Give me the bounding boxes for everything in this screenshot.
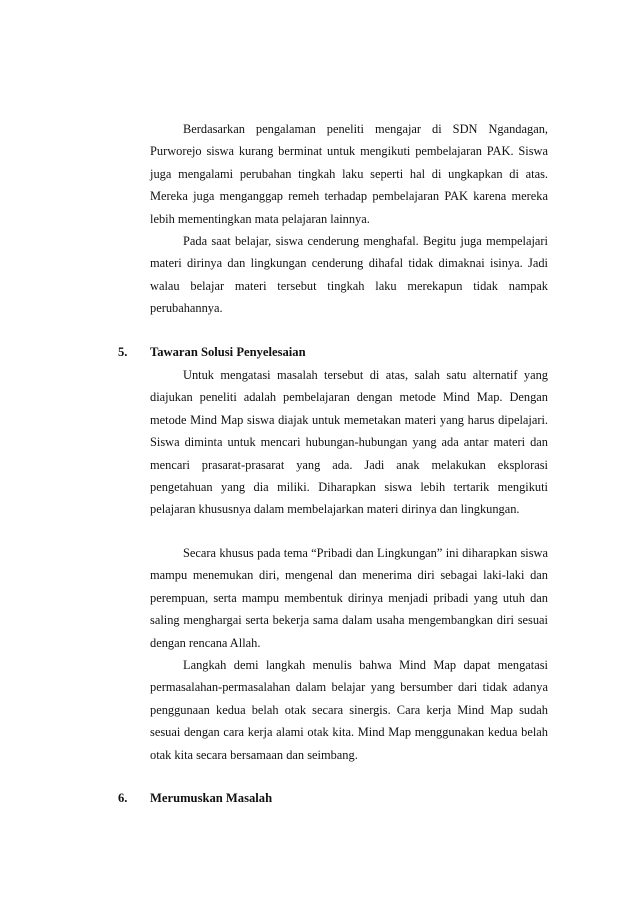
section-heading-5 (118, 341, 306, 363)
paragraph-solution: Untuk mengatasi masalah tersebut di atas, salah satu alternatif yang diajukan peneliti adalah pembelajaran dengan metode Mind Map. Dengan metode Mind Map siswa diajak untuk memetakan materi yang harus dipelajari. Siswa diminta untuk mencari hubungan-hubungan yang ada antar materi dan mencari prasarat-prasarat yang ada. Jadi anak melakukan eksplorasi pengetahuan yang dia miliki. Diharapkan siswa lebih tertarik mengikuti pelajaran khususnya dalam membelajarkan materi dirinya dan lingkungan. (150, 368, 548, 517)
section-heading-6 (118, 787, 272, 809)
paragraph-theme: Secara khusus pada tema “Pribadi dan Lingkungan” ini diharapkan siswa mampu menemukan diri, mengenal dan menerima diri sebagai laki-laki dan perempuan, serta mampu membentuk dirinya menjadi pribadi yang utuh dan saling menghargai serta bekerja sama dalam usaha mengembangkan diri sesuai dengan rencana Allah. (150, 546, 548, 650)
section-title: Tawaran Solusi Penyelesaian (150, 345, 306, 359)
paragraph-mind-map: Langkah demi langkah menulis bahwa Mind Map dapat mengatasi permasalahan-permasalahan dalam belajar yang bersumber dari tidak adanya penggunaan kedua belah otak secara sinergis. Cara kerja Mind Map sudah sesuai dengan cara kerja alami otak kita. Mind Map menggunakan kedua belah otak kita secara bersamaan dan seimbang. (150, 658, 548, 762)
section-title: Merumuskan Masalah (150, 791, 273, 805)
paragraph-background: Berdasarkan pengalaman peneliti mengajar di SDN Ngandagan, Purworejo siswa kurang berminat untuk mengikuti pembelajaran PAK. Siswa juga mengalami perubahan tingkah laku seperti hal di ungkapkan di atas. Mereka juga menganggap remeh terhadap pembelajaran PAK karena mereka lebih mementingkan mata pelajaran lainnya. (150, 122, 548, 226)
section-number: 6. (118, 791, 128, 805)
section-number: 5. (118, 345, 128, 359)
paragraph-memorizing: Pada saat belajar, siswa cenderung menghafal. Begitu juga mempelajari materi dirinya dan lingkungan cenderung dihafal tidak dimaknai isinya. Jadi walau belajar materi tersebut tingkah laku merekapun tidak nampak perubahannya. (150, 234, 548, 316)
